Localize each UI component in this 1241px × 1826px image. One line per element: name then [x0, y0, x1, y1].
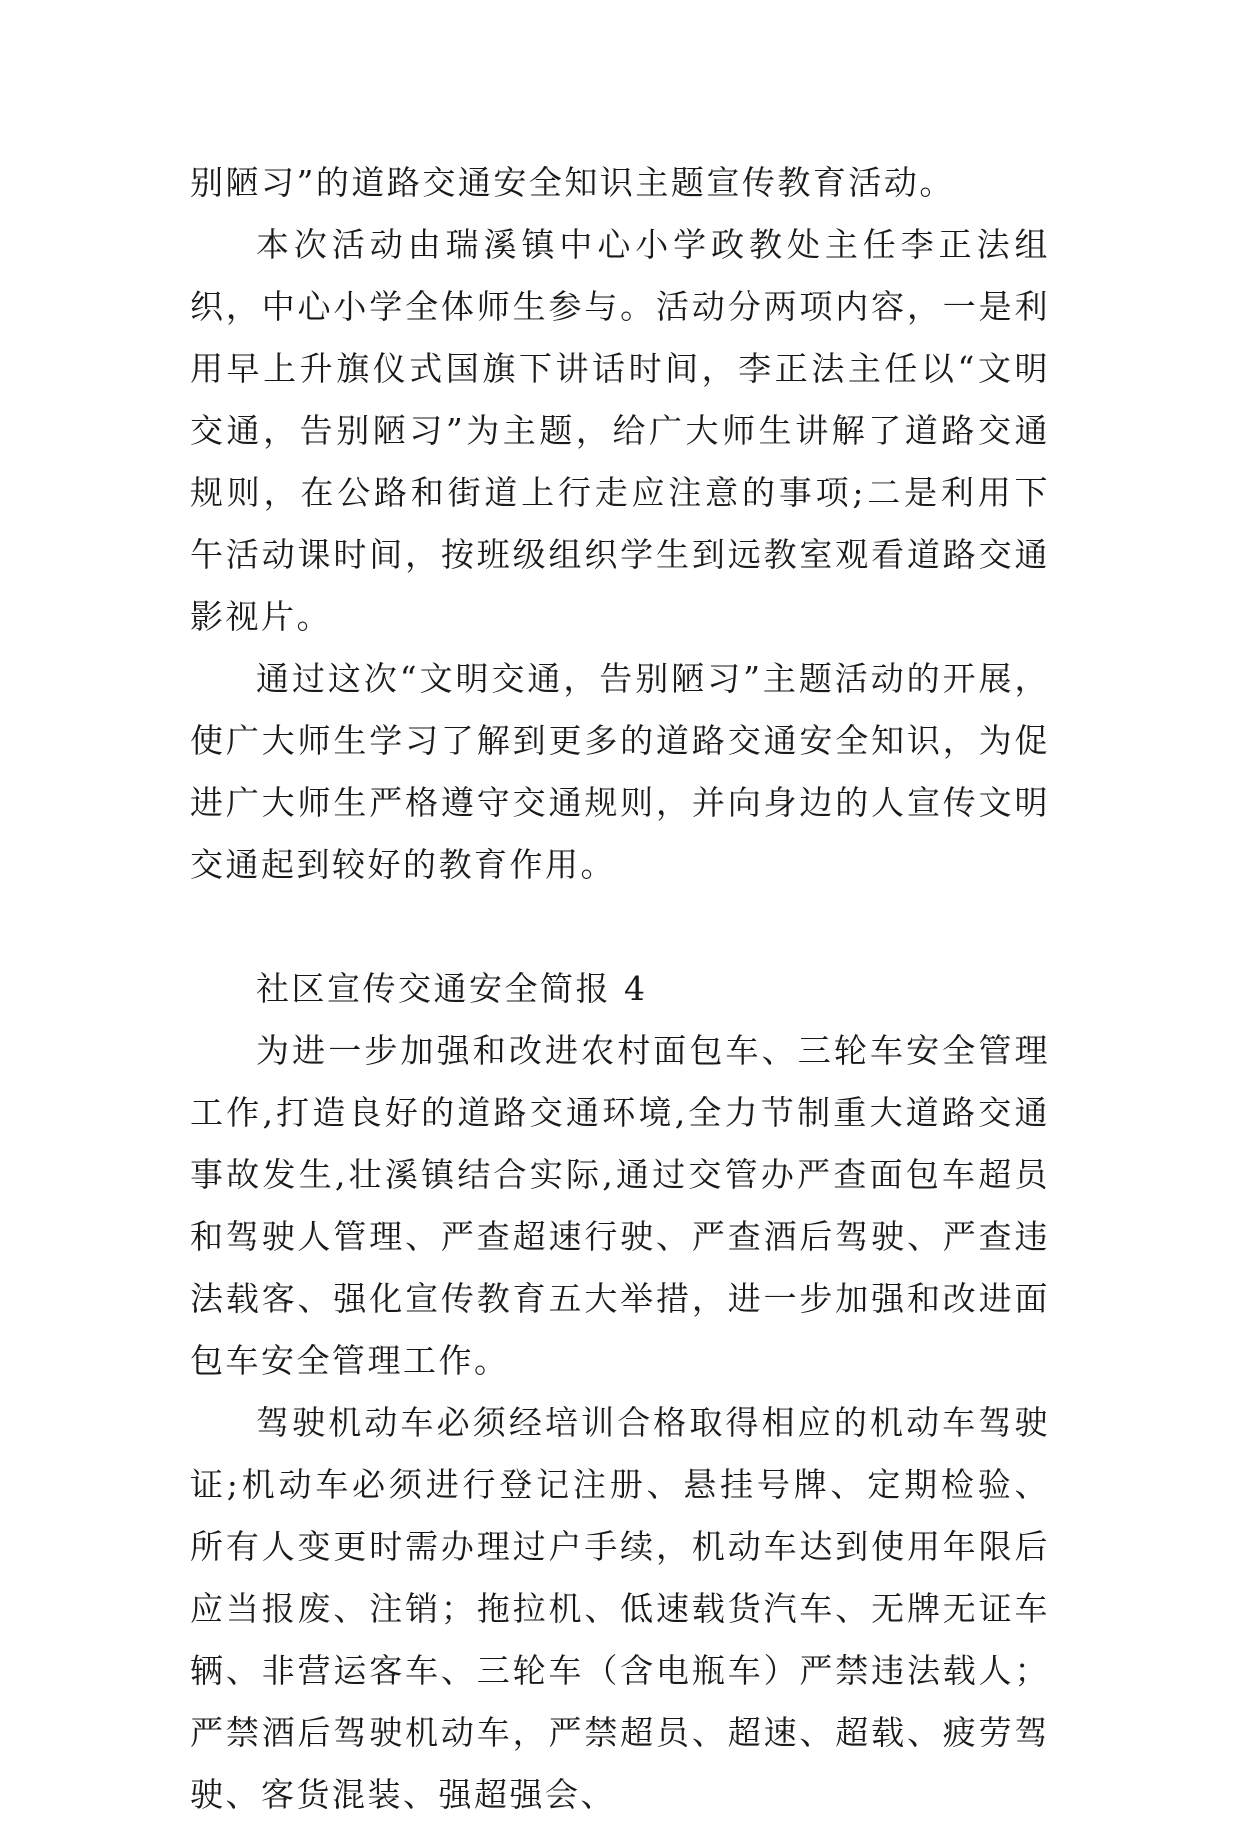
- paragraph-continuation: 别陋习”的道路交通安全知识主题宣传教育活动。: [190, 163, 955, 202]
- section-title: 社区宣传交通安全简报 4: [256, 969, 648, 1008]
- paragraph-activity-description: 本次活动由瑞溪镇中心小学政教处主任李正法组织，中心小学全体师生参与。活动分两项内容，一是利用早上升旗仪式国旗下讲话时间，李正法主任以“文明交通，告别陋习”为主题，给广大师生讲解了道路交通规则，在公路和街道上行走应注意的事项;二是利用下午活动课时间，按班级组织学生到远教室观看道路交通影视片。: [190, 225, 1050, 636]
- paragraph-activity-outcome: 通过这次“文明交通，告别陋习”主题活动的开展，使广大师生学习了解到更多的道路交通安全知识，为促进广大师生严格遵守交通规则，并向身边的人宣传文明交通起到较好的教育作用。: [190, 659, 1050, 884]
- paragraph-driving-rules: 驾驶机动车必须经培训合格取得相应的机动车驾驶证;机动车必须进行登记注册、悬挂号牌、定期检验、所有人变更时需办理过户手续，机动车达到使用年限后应当报废、注销；拖拉机、低速载货汽车、无牌无证车辆、非营运客车、三轮车（含电瓶车）严禁违法载人；严禁酒后驾驶机动车，严禁超员、超速、超载、疲劳驾驶、客货混装、强超强会、: [190, 1403, 1050, 1814]
- document-body: [190, 152, 1050, 1826]
- paragraph-management-measures: 为进一步加强和改进农村面包车、三轮车安全管理工作,打造良好的道路交通环境,全力节制重大道路交通事故发生,壮溪镇结合实际,通过交管办严查面包车超员和驾驶人管理、严查超速行驶、严查酒后驾驶、严查违法载客、强化宣传教育五大举措，进一步加强和改进面包车安全管理工作。: [190, 1031, 1050, 1380]
